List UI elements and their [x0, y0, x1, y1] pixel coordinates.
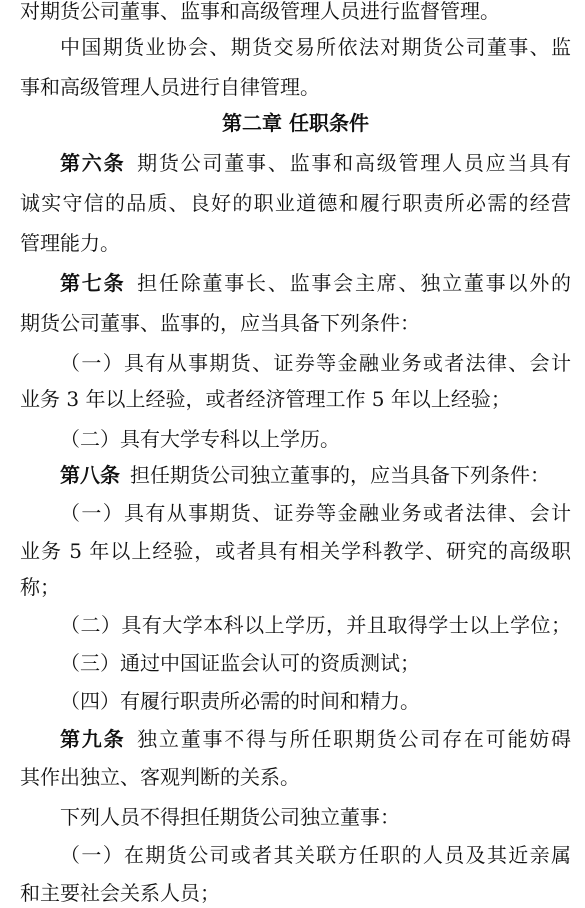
paragraph-first-line: （四）有履行职责所必需的时间和精力。 — [60, 689, 420, 713]
paragraph-line: 期货公司董事、监事的，应当具备下列条件： — [20, 311, 420, 335]
article-text: 期货公司董事、监事和高级管理人员应当具有 — [135, 151, 572, 175]
paragraph-line: 对期货公司董事、监事和高级管理人员进行监督管理。 — [20, 0, 500, 23]
article-text: 担任期货公司独立董事的，应当具备下列条件： — [130, 463, 550, 487]
paragraph-line: 称； — [20, 575, 60, 599]
paragraph-first-line: （一）具有从事期货、证券等金融业务或者法律、会计 — [60, 501, 571, 525]
paragraph-line: 管理能力。 — [20, 231, 120, 255]
paragraph-line: 事和高级管理人员进行自律管理。 — [20, 75, 320, 99]
article-paragraph-start — [20, 268, 571, 298]
paragraph-first-line: （一）具有从事期货、证券等金融业务或者法律、会计 — [60, 351, 571, 375]
article-title: 第八条 — [60, 463, 120, 487]
paragraph-first-line: （一）在期货公司或者其关联方任职的人员及其近亲属 — [60, 843, 571, 867]
paragraph-line: 和主要社会关系人员； — [20, 881, 220, 905]
paragraph-first-line: （三）通过中国证监会认可的资质测试； — [60, 651, 420, 675]
article-paragraph-start — [20, 460, 571, 490]
paragraph-line: 业务 5 年以上经验，或者具有相关学科教学、研究的高级职 — [20, 539, 571, 563]
article-text: 独立董事不得与所任职期货公司存在可能妨碍 — [135, 727, 572, 751]
article-paragraph-start — [20, 148, 571, 178]
paragraph-line: 诚实守信的品质、良好的职业道德和履行职责所必需的经营 — [20, 191, 571, 215]
paragraph-first-line: 中国期货业协会、期货交易所依法对期货公司董事、监 — [60, 35, 571, 59]
paragraph-line: 其作出独立、客观判断的关系。 — [20, 765, 300, 789]
paragraph-first-line: （二）具有大学本科以上学历，并且取得学士以上学位； — [60, 613, 571, 637]
article-title: 第六条 — [60, 151, 126, 175]
paragraph-first-line: 下列人员不得担任期货公司独立董事： — [60, 805, 400, 829]
article-text: 担任除董事长、监事会主席、独立董事以外的 — [135, 271, 572, 295]
article-title: 第九条 — [60, 727, 126, 751]
paragraph-first-line: （二）具有大学专科以上学历。 — [60, 427, 340, 451]
article-title: 第七条 — [60, 271, 126, 295]
article-paragraph-start — [20, 724, 571, 754]
chapter-heading: 第二章 任职条件 — [222, 111, 369, 135]
paragraph-line: 业务 3 年以上经验，或者经济管理工作 5 年以上经验； — [20, 387, 511, 411]
